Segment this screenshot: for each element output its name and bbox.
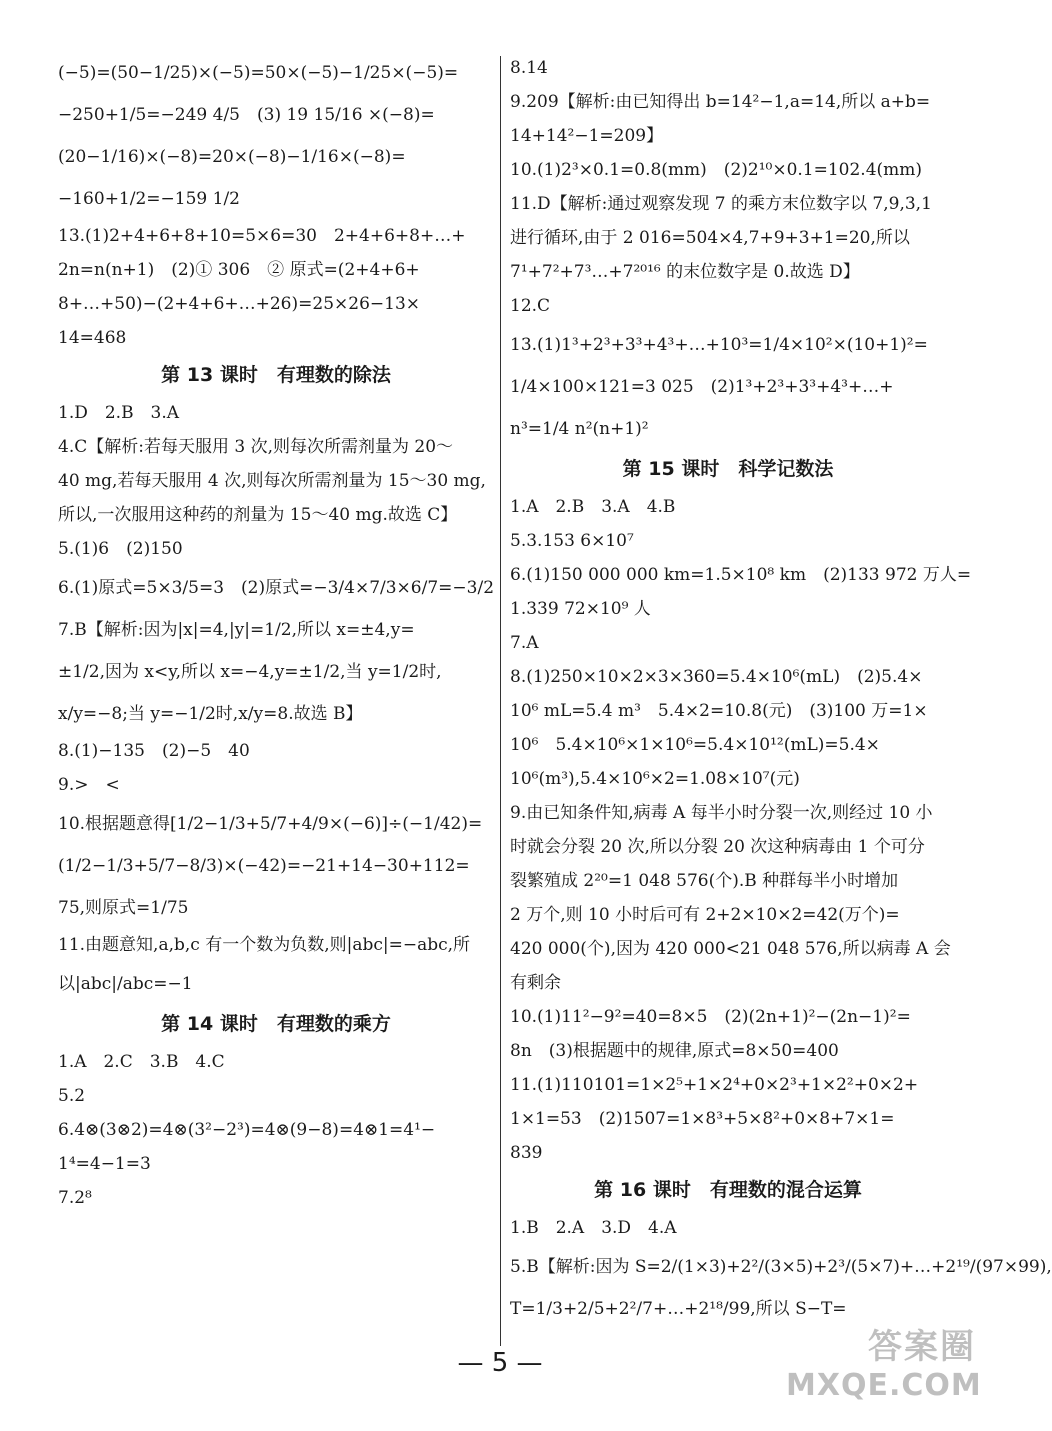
answer-line: 11.(1)110101=1×2⁵+1×2⁴+0×2³+1×2²+0×2+ — [510, 1075, 919, 1095]
answer-line: 839 — [510, 1143, 543, 1163]
answer-line: 75,则原式=1/75 — [58, 898, 189, 918]
answer-line: 裂繁殖成 2²⁰=1 048 576(个).B 种群每半小时增加 — [510, 871, 899, 891]
answer-line: 10⁶ 5.4×10⁶×1×10⁶=5.4×10¹²(mL)=5.4× — [510, 735, 880, 755]
answer-line: 10⁶(m³),5.4×10⁶×2=1.08×10⁷(元) — [510, 769, 800, 789]
watermark-en: MXQE.COM — [786, 1368, 982, 1403]
answer-line: 10.根据题意得[1/2−1/3+5/7+4/9×(−6)]÷(−1/42)= — [58, 814, 483, 834]
answer-line: 14=468 — [58, 328, 127, 348]
section-title-13: 第 13 课时 有理数的除法 — [161, 364, 391, 386]
answer-line: n³=1/4 n²(n+1)² — [510, 419, 649, 439]
section-title-15: 第 15 课时 科学记数法 — [622, 458, 834, 480]
answer-line: −250+1/5=−249 4/5 (3) 19 15/16 ×(−8)= — [58, 105, 435, 125]
answer-line: 1.D 2.B 3.A — [58, 403, 180, 423]
answer-line: 8+…+50)−(2+4+6+…+26)=25×26−13× — [58, 294, 421, 314]
answer-line: −160+1/2=−159 1/2 — [58, 189, 240, 209]
answer-line: 5.B【解析:因为 S=2/(1×3)+2²/(3×5)+2³/(5×7)+…+2¹⁹/(97×99), — [510, 1257, 1052, 1277]
answer-line: 1.B 2.A 3.D 4.A — [510, 1218, 677, 1238]
answer-line: 1.A 2.B 3.A 4.B — [510, 497, 676, 517]
answer-line: 1.A 2.C 3.B 4.C — [58, 1052, 225, 1072]
answer-line: 11.D【解析:通过观察发现 7 的乘方末位数字以 7,9,3,1 — [510, 194, 932, 214]
answer-line: 5.3.153 6×10⁷ — [510, 531, 634, 551]
column-divider — [500, 56, 501, 1346]
answer-line: 时就会分裂 20 次,所以分裂 20 次这种病毒由 1 个可分 — [510, 837, 925, 857]
answer-line: 1/4×100×121=3 025 (2)1³+2³+3³+4³+…+ — [510, 377, 894, 397]
answer-line: 9.由已知条件知,病毒 A 每半小时分裂一次,则经过 10 小 — [510, 803, 933, 823]
answer-line: 9.209【解析:由已知得出 b=14²−1,a=14,所以 a+b= — [510, 92, 931, 112]
answer-line: (1/2−1/3+5/7−8/3)×(−42)=−21+14−30+112= — [58, 856, 470, 876]
left-column — [58, 56, 494, 1339]
answer-line: 1×1=53 (2)1507=1×8³+5×8²+0×8+7×1= — [510, 1109, 895, 1129]
answer-line: 11.由题意知,a,b,c 有一个数为负数,则|abc|=−abc,所 — [58, 935, 471, 955]
answer-line: 7¹+7²+7³…+7²⁰¹⁶ 的末位数字是 0.故选 D】 — [510, 262, 860, 282]
answer-line: 6.(1)150 000 000 km=1.5×10⁸ km (2)133 972 万人= — [510, 565, 972, 585]
answer-line: 10⁶ mL=5.4 m³ 5.4×2=10.8(元) (3)100 万=1× — [510, 701, 928, 721]
answer-line: 5.(1)6 (2)150 — [58, 539, 183, 559]
answer-line: 6.(1)原式=5×3/5=3 (2)原式=−3/4×7/3×6/7=−3/2 — [58, 578, 495, 598]
right-column — [510, 56, 1052, 1339]
answer-line: (−5)=(50−1/25)×(−5)=50×(−5)−1/25×(−5)= — [58, 63, 459, 83]
answer-line: ±1/2,因为 x<y,所以 x=−4,y=±1/2,当 y=1/2时, — [58, 662, 442, 682]
answer-line: 40 mg,若每天服用 4 次,则每次所需剂量为 15～30 mg, — [58, 471, 486, 491]
answer-line: 14+14²−1=209】 — [510, 126, 664, 146]
answer-line: 2n=n(n+1) (2)① 306 ② 原式=(2+4+6+ — [58, 260, 420, 280]
answer-line: 12.C — [510, 296, 551, 316]
answer-line: 以|abc|/abc=−1 — [58, 974, 193, 994]
answer-line: 10.(1)2³×0.1=0.8(mm) (2)2¹⁰×0.1=102.4(mm) — [510, 160, 923, 180]
watermark-cn: 答案圈 — [868, 1327, 976, 1367]
answer-line: 4.C【解析:若每天服用 3 次,则每次所需剂量为 20～ — [58, 437, 454, 457]
answer-line: 7.2⁸ — [58, 1188, 92, 1208]
answer-line: 7.B【解析:因为|x|=4,|y|=1/2,所以 x=±4,y= — [58, 620, 415, 640]
section-title-14: 第 14 课时 有理数的乘方 — [161, 1013, 391, 1035]
answer-line: 13.(1)1³+2³+3³+4³+…+10³=1/4×10²×(10+1)²= — [510, 335, 928, 355]
section-title-16: 第 16 课时 有理数的混合运算 — [594, 1179, 862, 1201]
answer-line: 8.14 — [510, 58, 548, 78]
answer-line: x/y=−8;当 y=−1/2时,x/y=8.故选 B】 — [58, 704, 363, 724]
answer-line: 420 000(个),因为 420 000<21 048 576,所以病毒 A 会 — [510, 939, 951, 959]
answer-line: 2 万个,则 10 小时后可有 2+2×10×2=42(万个)= — [510, 905, 900, 925]
answer-line: (20−1/16)×(−8)=20×(−8)−1/16×(−8)= — [58, 147, 406, 167]
answer-line: 1⁴=4−1=3 — [58, 1154, 151, 1174]
answer-line: 所以,一次服用这种药的剂量为 15～40 mg.故选 C】 — [58, 505, 458, 525]
answer-line: 8.(1)250×10×2×3×360=5.4×10⁶(mL) (2)5.4× — [510, 667, 923, 687]
answer-line: 1.339 72×10⁹ 人 — [510, 599, 651, 619]
answer-line: 进行循环,由于 2 016=504×4,7+9+3+1=20,所以 — [510, 228, 910, 248]
answer-line: T=1/3+2/5+2²/7+…+2¹⁸/99,所以 S−T= — [510, 1299, 847, 1319]
answer-line: 有剩余 — [510, 973, 561, 993]
answer-line: 8n (3)根据题中的规律,原式=8×50=400 — [510, 1041, 839, 1061]
answer-line: 9.> < — [58, 775, 120, 795]
answer-line: 8.(1)−135 (2)−5 40 — [58, 741, 250, 761]
answer-line: 13.(1)2+4+6+8+10=5×6=30 2+4+6+8+…+ — [58, 226, 466, 246]
answer-line: 5.2 — [58, 1086, 86, 1106]
answer-line: 7.A — [510, 633, 539, 653]
page-number: — 5 — — [457, 1348, 543, 1378]
answer-line: 10.(1)11²−9²=40=8×5 (2)(2n+1)²−(2n−1)²= — [510, 1007, 911, 1027]
watermark-logo — [786, 1319, 982, 1415]
answer-line: 6.4⊗(3⊗2)=4⊗(3²−2³)=4⊗(9−8)=4⊗1=4¹− — [58, 1120, 436, 1140]
